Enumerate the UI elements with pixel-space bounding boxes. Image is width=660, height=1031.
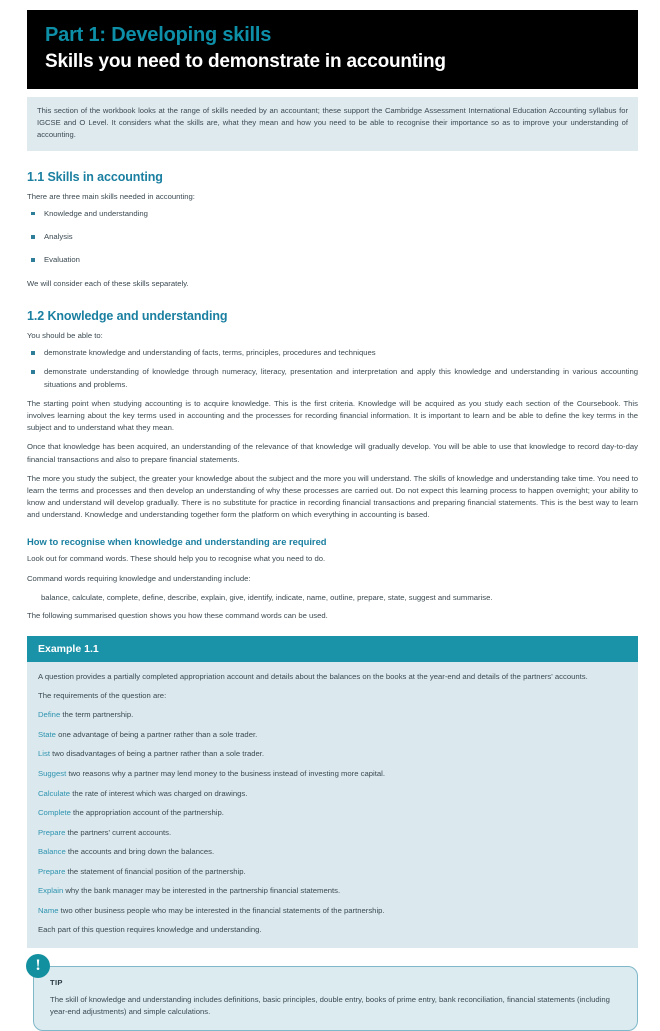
requirement-text: two disadvantages of being a partner rather than a sole trader. [49, 749, 265, 759]
list-item [38, 788, 627, 800]
command-word: Complete [38, 808, 71, 818]
list-item [27, 366, 638, 391]
recognise-line-2: Command words requiring knowledge and understanding include: [27, 573, 251, 583]
list-item [38, 807, 627, 819]
list-item [27, 347, 638, 359]
tip-text: The skill of knowledge and understanding includes definitions, basic principles, double entry, books of prime entry, bank reconciliation, financial statements (including year-end adjustments) and simple calculations. [50, 994, 610, 1016]
paragraph: The more you study the subject, the greater your knowledge about the subject and the more you will understand. The skills of knowledge and understanding take time. You need to learn the terms and processes and then develop an understanding of why these processes are carried out. Do not expect this learning process to happen overnight; your ability to know and understand will develop gradually. There is no substitute for practice in recording financial transactions and preparing financial statements. This is the best way to learn and understand. Knowledge and understanding together form the platform on which everything in accounting is based. [27, 473, 638, 520]
title-banner [27, 10, 638, 89]
list-item [27, 208, 638, 220]
bullet-square-icon [31, 212, 35, 216]
list-item [38, 748, 627, 760]
example-requirements-lead: The requirements of the question are: [38, 691, 167, 701]
command-word: Balance [38, 847, 66, 857]
list-item [27, 254, 638, 266]
skill-label: Knowledge and understanding [44, 208, 148, 218]
skills-list [27, 208, 638, 267]
bullet-square-icon [31, 235, 35, 239]
bullet-square-icon [31, 258, 35, 262]
list-item [27, 231, 638, 243]
requirement-text: the term partnership. [60, 710, 134, 720]
tip-section [27, 956, 638, 1031]
requirement-text: two reasons why a partner may lend money to the business instead of investing more capital. [66, 768, 385, 778]
example-title: Example 1.1 [27, 636, 638, 662]
intro-box [27, 97, 638, 151]
list-item [38, 709, 627, 721]
requirement-text: one advantage of being a partner rather than a sole trader. [55, 729, 258, 739]
requirement-text: the appropriation account of the partnership. [70, 808, 224, 818]
tip-box [33, 966, 638, 1031]
list-item [38, 729, 627, 741]
page-content [27, 10, 638, 1031]
banner-subtitle: Skills you need to demonstrate in accounting [45, 50, 446, 72]
command-word: Define [38, 710, 61, 720]
recognise-heading: How to recognise when knowledge and understanding are required [27, 536, 327, 548]
part-label: Part 1: Developing skills [45, 24, 272, 46]
skill-label: Evaluation [44, 255, 80, 265]
example-closing: Each part of this question requires knowledge and understanding. [38, 925, 262, 935]
section-1-1-closing: We will consider each of these skills separately. [27, 278, 189, 288]
requirement-text: the accounts and bring down the balances. [65, 847, 215, 857]
bullet-square-icon [31, 351, 35, 355]
paragraph: Once that knowledge has been acquired, an understanding of the relevance of that knowledge will gradually develop. You will be able to use that knowledge to record day-to-day financial transactions and also to prepare financial statements. [27, 442, 638, 464]
command-word: Prepare [38, 866, 66, 876]
requirement-text: the statement of financial position of the partnership. [65, 866, 246, 876]
bullet-text: demonstrate knowledge and understanding of facts, terms, principles, procedures and techniques [44, 348, 376, 358]
bullet-text: demonstrate understanding of knowledge through numeracy, literacy, presentation and interpretation and apply this knowledge and understanding in various accounting situations and problems. [44, 367, 638, 389]
list-item [38, 768, 627, 780]
example-box [27, 636, 638, 947]
list-item [38, 885, 627, 897]
example-body [27, 662, 638, 947]
requirement-text: the rate of interest which was charged on drawings. [70, 788, 248, 798]
command-word: Suggest [38, 768, 67, 778]
section-heading-1-1: 1.1 Skills in accounting [27, 169, 163, 184]
paragraph: The starting point when studying accounting is to acquire knowledge. This is the first criteria. Knowledge will be acquired as you study each section of the Coursebook. This involves learning about the key terms used in accounting and the processes for recording financial information. It is important to learn and be able to define the key terms in the subject and to understand what they mean. [27, 399, 638, 433]
command-word: List [38, 749, 50, 759]
section-heading-1-2: 1.2 Knowledge and understanding [27, 308, 228, 323]
exclamation-icon: ! [26, 954, 50, 978]
recognise-line-1: Look out for command words. These should help you to recognise what you need to do. [27, 554, 326, 564]
section-1-2-lead: You should be able to: [27, 330, 103, 340]
list-item [38, 866, 627, 878]
bullet-square-icon [31, 370, 35, 374]
tip-label: TIP [50, 977, 63, 987]
recognise-line-3: The following summarised question shows you how these command words can be used. [27, 610, 328, 620]
requirements-list [38, 709, 627, 916]
command-word: Name [38, 905, 59, 915]
command-word: Calculate [38, 788, 71, 798]
section-1-1-lead: There are three main skills needed in accounting: [27, 191, 195, 201]
command-word: Explain [38, 886, 64, 896]
list-item [38, 846, 627, 858]
command-words-list: balance, calculate, complete, define, describe, explain, give, identify, indicate, name, outline, prepare, state, suggest and summarise. [41, 592, 493, 602]
requirement-text: two other business people who may be interested in the financial statements of the partnership. [58, 905, 385, 915]
command-word: State [38, 729, 56, 739]
list-item [38, 905, 627, 917]
skill-label: Analysis [44, 232, 73, 242]
requirement-text: why the bank manager may be interested in the partnership financial statements. [63, 886, 341, 896]
command-word: Prepare [38, 827, 66, 837]
knowledge-bullets [27, 347, 638, 391]
example-intro: A question provides a partially completed appropriation account and details about the balances on the books at the year-end and details of the partners' accounts. [38, 672, 588, 682]
intro-text: This section of the workbook looks at the range of skills needed by an accountant; these support the Cambridge Assessment International Education Accounting syllabus for IGCSE and O Level. It considers what the skills are, what they mean and how you need to be able to recognise their importance so as to improve your understanding of accounting. [37, 105, 628, 140]
requirement-text: the partners' current accounts. [65, 827, 172, 837]
list-item [38, 827, 627, 839]
